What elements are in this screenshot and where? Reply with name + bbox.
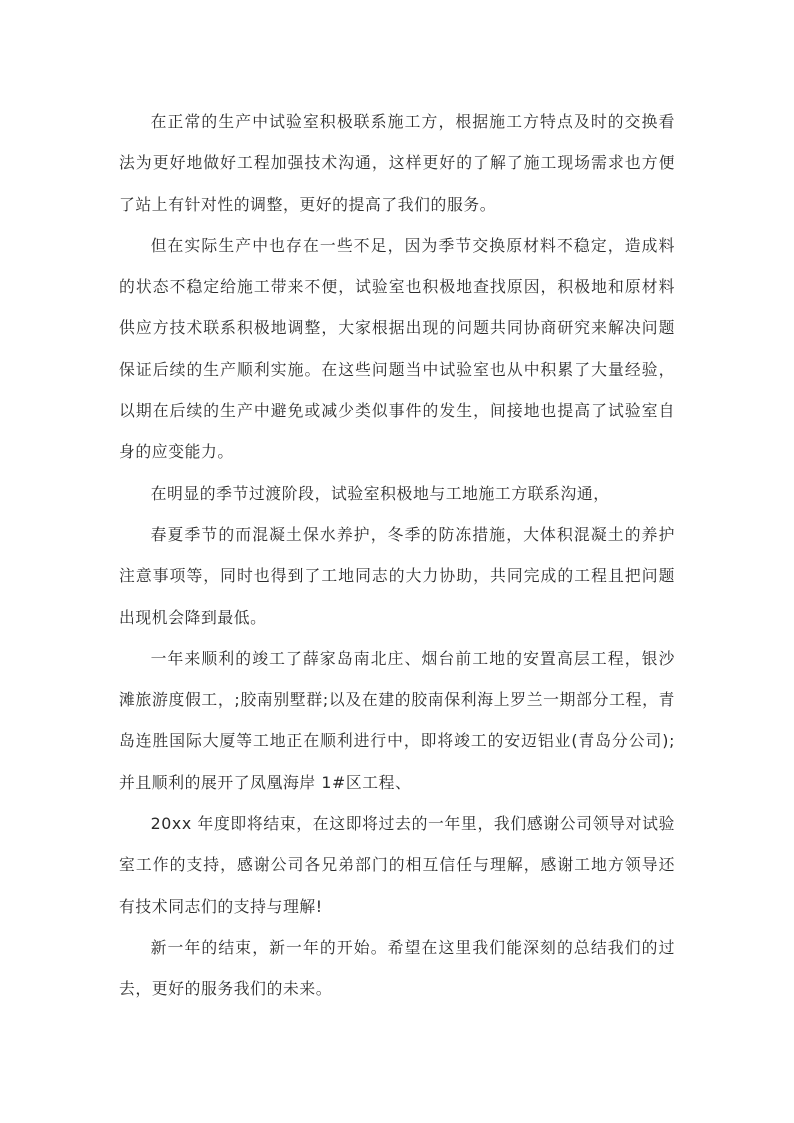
paragraph: 新一年的结束，新一年的开始。希望在这里我们能深刻的总结我们的过去，更好的服务我们的未来。 [119,937,675,999]
paragraph: 春夏季节的而混凝土保水养护，冬季的防冻措施，大体积混凝土的养护注意事项等，同时也得到了工地同志的大力协助，共同完成的工程且把问题出现机会降到最低。 [119,524,675,627]
paragraph: 一年来顺利的竣工了薛家岛南北庄、烟台前工地的安置高层工程，银沙滩旅游度假工，;胶南别墅群;以及在建的胶南保利海上罗兰一期部分工程，青岛连胜国际大厦等工地正在顺利进行中，即将竣工的安迈铝业(青岛分公司);并且顺利的展开了凤凰海岸 1#区工程、 [119,648,675,792]
document-body [119,101,675,1010]
paragraph: 在正常的生产中试验室积极联系施工方，根据施工方特点及时的交换看法为更好地做好工程加强技术沟通，这样更好的了解了施工现场需求也方便了站上有针对性的调整，更好的提高了我们的服务。 [119,112,675,214]
paragraph: 但在实际生产中也存在一些不足，因为季节交换原材料不稳定，造成料的状态不稳定给施工带来不便，试验室也积极地查找原因，积极地和原材料供应方技术联系积极地调整，大家根据出现的问题共同协商研究来解决问题保证后续的生产顺利实施。在这些问题当中试验室也从中积累了大量经验，以期在后续的生产中避免或减少类似事件的发生，间接地也提高了试验室自身的应变能力。 [119,235,675,462]
paragraph: 在明显的季节过渡阶段，试验室积极地与工地施工方联系沟通， [150,483,610,503]
paragraph: 20xx 年度即将结束，在这即将过去的一年里，我们感谢公司领导对试验室工作的支持，感谢公司各兄弟部门的相互信任与理解，感谢工地方领导还有技术同志们的支持与理解! [119,814,675,916]
